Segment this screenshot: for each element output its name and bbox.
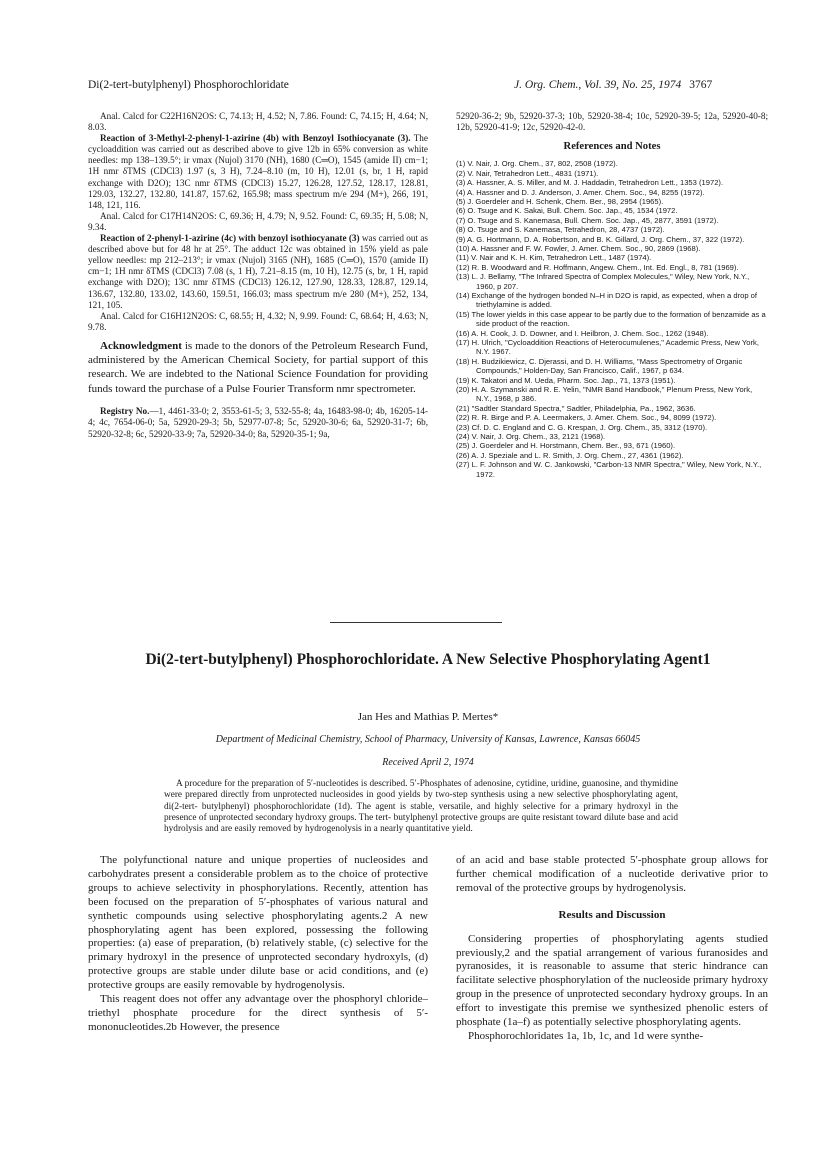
reference-item: (6) O. Tsuge and K. Sakai, Bull. Chem. Soc. Jap., 45, 1534 (1972. (456, 206, 678, 216)
experimental-paragraph (88, 133, 428, 211)
experimental-text: The cycloaddition was carried out as described above to give 12b in 65% conversion as white needles: mp 138–139.5°; ir νmax (Nujol) 3170 (NH), 1680 (C═O), 1545 (amide II) cm−1; 1H nmr δTMS (CDCl3) 1.97 (s, 3 H), 7.24–8.10 (m, 10 H), 12.01 (s, br, 1 H, rapid exchange with D2O); 13C nmr δTMS (CDCl3) 15.27, 126.28, 127.52, 128.17, 128.81, 129.03, 132.27, 132.80, 141.87, 157.62, 165.98; mass spectrum m/e 294 (M+), 266, 191, 148, 121, 116. (88, 133, 428, 210)
intro-paragraph-continued: of an acid and base stable protected 5′-phosphate group allows for further chemical modification of a nucleotide derivative prior to removal of the protective groups by hydrogenolysis. (456, 854, 768, 894)
registry-continuation: 52920-36-2; 9b, 52920-37-3; 10b, 52920-38-4; 10c, 52920-39-5; 12a, 52920-40-8; 12b, 52920-41-9; 12c, 52920-42-0. (456, 111, 768, 133)
acknowledgment (88, 339, 428, 396)
analysis-paragraph: Anal. Calcd for C17H14N2OS: C, 69.36; H, 4.79; N, 9.52. Found: C, 69.35; H, 5.08; N, 9.34. (88, 210, 428, 232)
registry-numbers (88, 406, 428, 440)
experimental-text: was carried out as described above but for 48 hr at 25°. The adduct 12c was obtained in 15% yield as pale yellow needles: mp 212–213°; ir νmax (Nujol) 3165 (NH), 1685 (C═O), 1570 (amide II) cm−1; 1H nmr δTMS (CDCl3) 7.08 (s, 1 H), 7.21–8.15 (m, 10 H), 12.75 (s, br, 1 H, rapid exchange with D2O); 13C nmr δTMS (CDCl3) 126.12, 127.90, 128.33, 128.87, 129.14, 136.67, 132.80, 133.02, 143.60, 159.51, 166.03; mass spectrum m/e 280 (M+), 252, 134, 121, 105. (88, 233, 429, 310)
results-paragraph: Phosphorochloridates 1a, 1b, 1c, and 1d were synthe- (468, 1029, 704, 1042)
experimental-heading: Reaction of 2-phenyl-1-azirine (4c) with benzoyl isothiocyanate (3) (100, 233, 360, 244)
reference-item: (11) V. Nair and K. H. Kim, Tetrahedron Lett., 1487 (1974). (456, 253, 652, 263)
reference-item: (19) K. Takatori and M. Ueda, Pharm. Soc. Jap., 71, 1373 (1951). (456, 375, 676, 385)
references-heading: References and Notes (563, 141, 661, 153)
reference-item: (14) Exchange of the hydrogen bonded N–H in D2O is rapid, as expected, when a drop of triethylamine is added. (456, 290, 757, 310)
acknowledgment-text: is made to the donors of the Petroleum Research Fund, administered by the American Chemical Society, for partial support of this research. We are indebted to the National Science Foundation for providing funds toward the purchase of a Pulse Fourier Transform nmr spectrometer. (88, 339, 428, 395)
running-header-right (514, 79, 712, 91)
registry-heading: Registry No. (100, 406, 150, 417)
reference-item: (3) A. Hassner, A. S. Miller, and M. J. Haddadin, Tetrahedron Lett., 1353 (1972). (456, 178, 724, 188)
reference-item: (26) A. J. Speziale and L. R. Smith, J. Org. Chem., 27, 4361 (1962). (456, 450, 684, 460)
reference-item: (2) V. Nair, Tetrahedron Lett., 4831 (1971). (456, 168, 599, 178)
body-left-column (88, 854, 428, 1035)
received-date: Received April 2, 1974 (382, 757, 474, 768)
abstract: A procedure for the preparation of 5′-nucleotides is described. 5′-Phosphates of adenosine, cytidine, uridine, guanosine, and thymidine were prepared directly from unprotected nucleosides in good yields by two-step synthesis using a new selective phosphorylating agent, di(2-tert- butylphenyl) phosphorochloridate (1d). The agent is stable, versatile, and highly selective for a primary hydroxyl in the presence of unprotected secondary hydroxy groups. The tert- butylphenyl protective groups are quite resistant toward dilute base and acid hydrolysis and are easily removed by hydrogenolysis in a nearly quantitative yield. (164, 779, 678, 835)
experimental-paragraph (88, 233, 428, 311)
upper-right-column (456, 111, 768, 479)
article-title: Di(2-tert-butylphenyl) Phosphorochloridate. A New Selective Phosphorylating Agent1 (145, 651, 711, 668)
reference-item: (4) A. Hassner and D. J. Anderson, J. Amer. Chem. Soc., 94, 8255 (1972). (456, 187, 705, 197)
reference-item: (21) "Sadtler Standard Spectra," Sadtler, Philadelphia, Pa., 1962, 3636. (456, 403, 696, 413)
reference-item: (10) A. Hassner and F. W. Fowler, J. Amer. Chem. Soc., 90, 2869 (1968). (456, 243, 701, 253)
results-discussion-heading: Results and Discussion (558, 908, 666, 921)
reference-item: (24) V. Nair, J. Org. Chem., 33, 2121 (1968). (456, 432, 606, 442)
reference-item: (9) A. G. Hortmann, D. A. Robertson, and B. K. Gillard, J. Org. Chem., 37, 322 (1972). (456, 234, 745, 244)
body-right-column (456, 854, 768, 1044)
article-authors: Jan Hes and Mathias P. Mertes* (357, 711, 499, 723)
registry-text: —1, 4461-33-0; 2, 3553-61-5; 3, 532-55-8; 4a, 16483-98-0; 4b, 16205-14-4; 4c, 7654-06-0; 5a, 52920-29-3; 5b, 52977-07-8; 5c, 52920-30-6; 6a, 52920-31-7; 6b, 52920-32-8; 6c, 52920-33-9; 7a, 52920-34-0; 8a, 52920-35-1; 9a, (88, 406, 428, 439)
experimental-heading: Reaction of 3-Methyl-2-phenyl-1-azirine (4b) with Benzoyl Isothiocyanate (3). (100, 133, 411, 144)
section-divider (330, 622, 502, 623)
reference-item: (27) L. F. Johnson and W. C. Jankowski, "Carbon-13 NMR Spectra," Wiley, New York, N.Y., 1972. (456, 460, 762, 479)
reference-item: (18) H. Budzikiewicz, C. Djerassi, and D. H. Williams, "Mass Spectrometry of Organic Compounds," Holden-Day, San Francisco, Calif., 1967, p 634. (456, 356, 743, 376)
journal-citation: J. Org. Chem., Vol. 39, No. 25, 1974 (514, 79, 682, 91)
upper-left-column (88, 111, 428, 440)
acknowledgment-heading: Acknowledgment (100, 339, 182, 352)
reference-item: (16) A. H. Cook, J. D. Downer, and I. Heilbron, J. Chem. Soc., 1262 (1948). (456, 328, 709, 338)
reference-item: (1) V. Nair, J. Org. Chem., 37, 802, 2508 (1972). (456, 159, 618, 169)
reference-item: (23) Cf. D. C. England and C. G. Krespan, J. Org. Chem., 35, 3312 (1970). (456, 422, 708, 432)
results-paragraph: Considering properties of phosphorylating agents studied previously,2 and the spatial arrangement of various furanosides and pyranosides, it is reasonable to assume that steric hindrance can facilitate selective phosphorylation of the nucleoside primary hydroxy group in the presence of unprotected secondary hydroxy groups. In an effort to investigate this premise we synthesized phenolic esters of phosphate (1a–f) as potentially selective phosphorylating agents. (456, 932, 768, 1029)
reference-item: (13) L. J. Bellamy, "The Infrared Spectra of Complex Molecules," Wiley, New York, N.Y., 1960, p 207. (456, 272, 750, 291)
reference-item: (25) J. Goerdeler and H. Horstmann, Chem. Ber., 93, 671 (1960). (456, 441, 676, 451)
intro-paragraph: The polyfunctional nature and unique properties of nucleosides and carbohydrates present a considerable problem as to the choice of protective groups to achieve selectivity in phosphorylations. Recently, attention has been focused on the preparation of 5′-phosphates of various natural and synthetic compounds using selective phosphorylating agents.2 A new phosphorylating agent has been explored, possessing the following properties: (a) ease of preparation, (b) relatively stable, (c) selective for the primary hydroxyl in the presence of unprotected secondary hydroxyls, (d) protective groups are stable under dilute base or acid conditions, and (e) protective groups are easily removable by hydrogenolysis. (88, 854, 428, 992)
reference-item: (7) O. Tsuge and S. Kanemasa, Bull. Chem. Soc. Jap., 45, 2877, 3591 (1972). (456, 215, 719, 225)
running-header-left: Di(2-tert-butylphenyl) Phosphorochloridate (88, 79, 289, 91)
reference-item: (17) H. Ulrich, "Cycloaddition Reactions of Heterocumulenes," Academic Press, New York, N.Y. 1967. (456, 338, 759, 357)
reference-item: (8) O. Tsuge and S. Kanemasa, Tetrahedron, 28, 4737 (1972). (456, 225, 665, 235)
article-affiliation: Department of Medicinal Chemistry, School of Pharmacy, University of Kansas, Lawrence, Kansas 66045 (215, 734, 641, 745)
reference-item: (12) R. B. Woodward and R. Hoffmann, Angew. Chem., Int. Ed. Engl., 8, 781 (1969). (456, 262, 739, 272)
analysis-paragraph: Anal. Calcd for C22H16N2OS: C, 74.13; H, 4.52; N, 7.86. Found: C, 74.15; H, 4.64; N, 8.03. (88, 111, 428, 133)
references-list (456, 159, 768, 479)
reference-item: (15) The lower yields in this case appear to be partly due to the formation of benzamide as a side product of the reaction. (456, 309, 766, 329)
reference-item: (5) J. Goerdeler and H. Schenk, Chem. Ber., 98, 2954 (1965). (456, 196, 664, 206)
analysis-paragraph: Anal. Calcd for C16H12N2OS: C, 68.55; H, 4.32; N, 9.99. Found: C, 68.64; H, 4.63; N, 9.78. (88, 310, 428, 332)
reference-item: (22) R. R. Birge and P. A. Leermakers, J. Amer. Chem. Soc., 94, 8099 (1972). (456, 413, 717, 423)
reference-item: (20) H. A. Szymanski and R. E. Yelin, "NMR Band Handbook," Plenum Press, New York, N.Y., 1968, p 386. (456, 385, 753, 404)
intro-paragraph: This reagent does not offer any advantage over the phosphoryl chloride–triethyl phosphate procedure for the direct synthesis of 5′-mononucleotides.2b However, the presence (88, 993, 428, 1033)
page-number: 3767 (689, 79, 713, 91)
